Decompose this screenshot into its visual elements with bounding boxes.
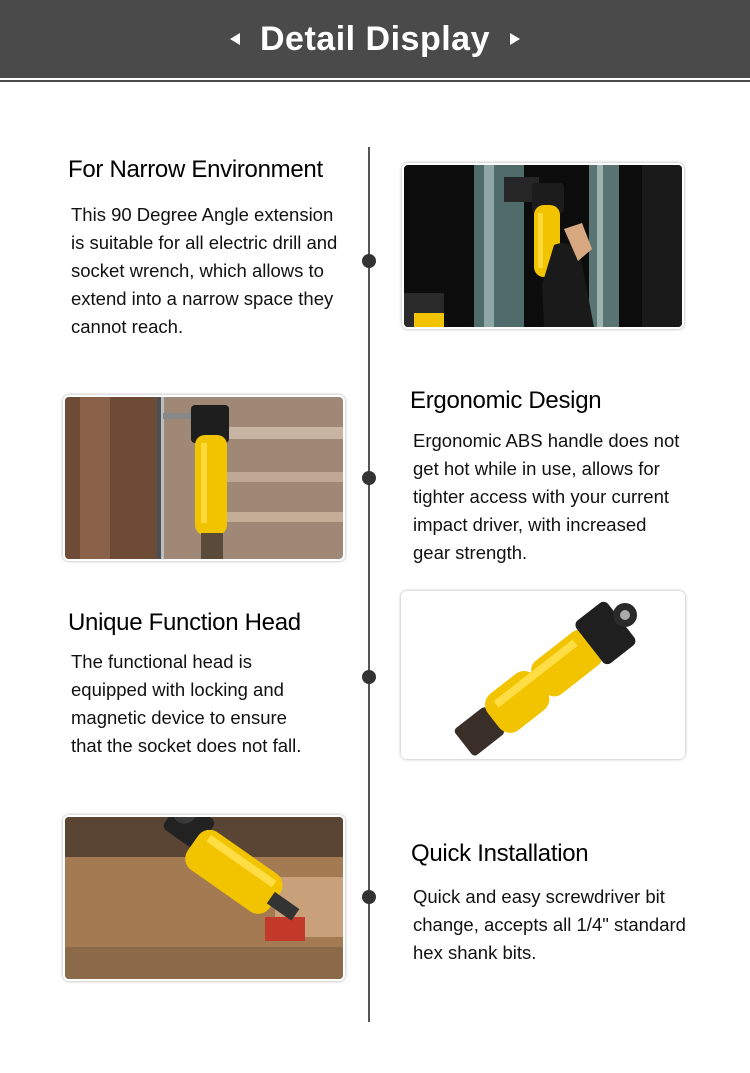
page-title: Detail Display — [260, 19, 490, 58]
ergonomic-design-photo — [63, 395, 345, 561]
header-title-row — [0, 0, 750, 78]
right-triangle-icon — [510, 33, 520, 45]
timeline-dot — [362, 670, 376, 684]
timeline-dot — [362, 890, 376, 904]
feature-description: Quick and easy screwdriver bit change, accepts all 1/4" standard hex shank bits. — [413, 886, 686, 963]
feature-description: The functional head is equipped with locking and magnetic device to ensure that the socket does not fall. — [71, 651, 302, 756]
feature-description: Ergonomic ABS handle does not get hot while in use, allows for tighter access with your current impact driver, with increased gear strength. — [413, 430, 680, 563]
header-underline — [0, 80, 750, 82]
feature-description: This 90 Degree Angle extension is suitable for all electric drill and socket wrench, which allows to extend into a narrow space they cannot reach. — [71, 204, 338, 337]
feature-title: Unique Function Head — [68, 609, 301, 636]
feature-title: Quick Installation — [411, 840, 589, 867]
quick-installation-photo — [63, 815, 345, 981]
feature-title: Ergonomic Design — [410, 387, 602, 414]
feature-title: For Narrow Environment — [68, 156, 323, 183]
timeline-dot — [362, 471, 376, 485]
narrow-environment-photo — [402, 163, 684, 329]
left-triangle-icon — [230, 33, 240, 45]
function-head-photo — [401, 591, 685, 759]
